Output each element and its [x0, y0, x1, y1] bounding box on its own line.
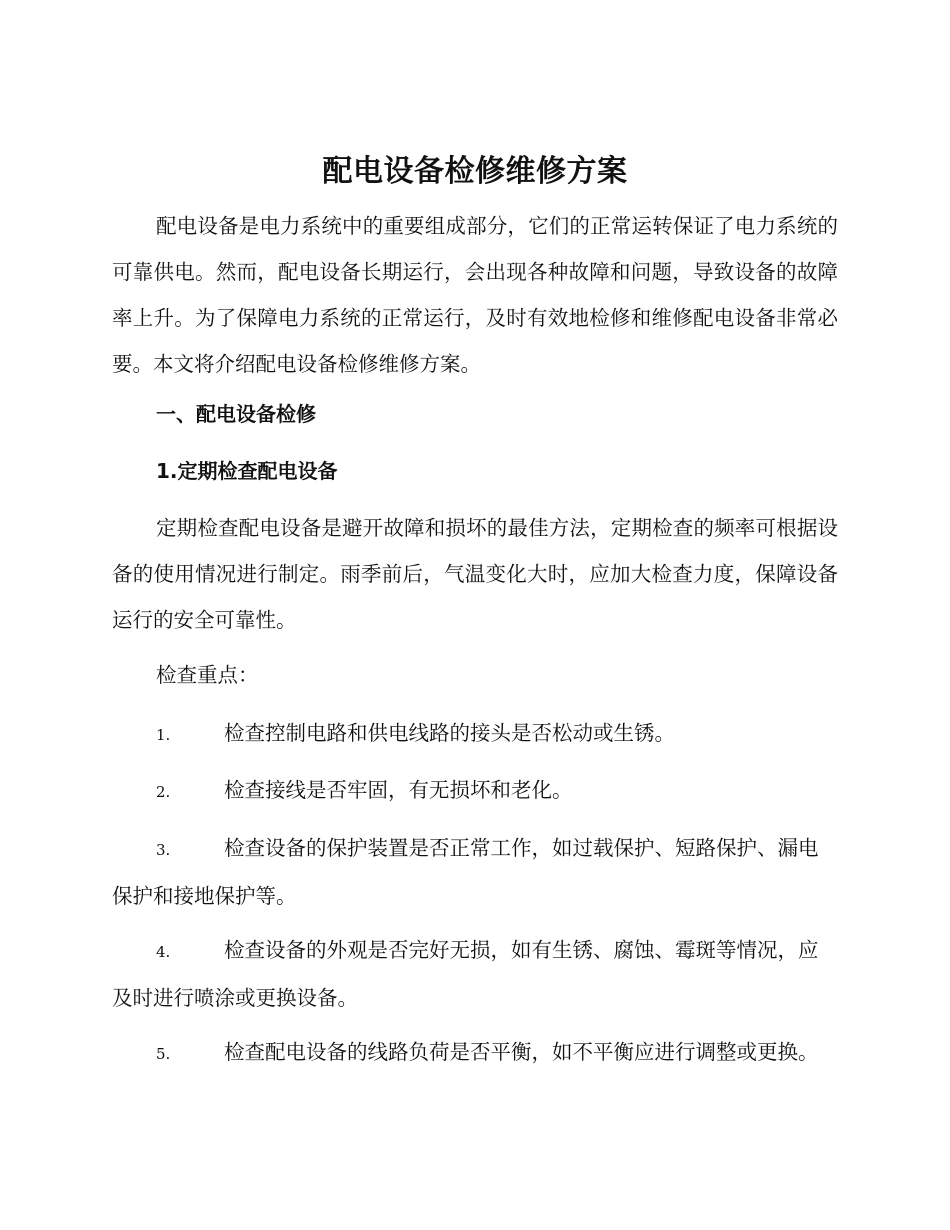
checkpoint-text: 检查配电设备的线路负荷是否平衡，如不平衡应进行调整或更换。	[224, 1040, 819, 1064]
checkpoint-item	[112, 825, 838, 919]
subsection-heading: 1.定期检查配电设备	[156, 459, 338, 483]
checkpoint-number: 5.	[156, 1045, 171, 1063]
checkpoint-number: 3.	[156, 841, 171, 859]
section-heading: 一、配电设备检修	[156, 402, 316, 426]
checkpoint-number: 1.	[156, 726, 171, 744]
checkpoint-text: 检查设备的外观是否完好无损，如有生锈、腐蚀、霉斑等情况，应及时进行喷涂或更换设备。	[112, 938, 819, 1010]
subsection-paragraph: 定期检查配电设备是避开故障和损坏的最佳方法，定期检查的频率可根据设备的使用情况进行制定。雨季前后，气温变化大时，应加大检查力度，保障设备运行的安全可靠性。	[112, 516, 838, 632]
checkpoint-number: 2.	[156, 783, 171, 801]
intro-paragraph: 配电设备是电力系统中的重要组成部分，它们的正常运转保证了电力系统的可靠供电。然而，配电设备长期运行，会出现各种故障和问题，导致设备的故障率上升。为了保障电力系统的正常运行，及时有效地检修和维修配电设备非常必要。本文将介绍配电设备检修维修方案。	[112, 214, 838, 376]
checkpoints-label: 检查重点：	[156, 663, 259, 687]
checkpoint-item	[112, 927, 838, 1021]
checkpoint-text: 检查接线是否牢固，有无损坏和老化。	[224, 778, 573, 802]
checkpoint-item	[112, 1029, 838, 1077]
checkpoint-text: 检查设备的保护装置是否正常工作，如过载保护、短路保护、漏电保护和接地保护等。	[112, 836, 819, 908]
document-title: 配电设备检修维修方案	[322, 154, 628, 189]
checkpoint-item	[112, 710, 838, 758]
checkpoint-text: 检查控制电路和供电线路的接头是否松动或生锈。	[224, 721, 675, 745]
checkpoint-item	[112, 767, 838, 815]
checkpoint-number: 4.	[156, 943, 171, 961]
